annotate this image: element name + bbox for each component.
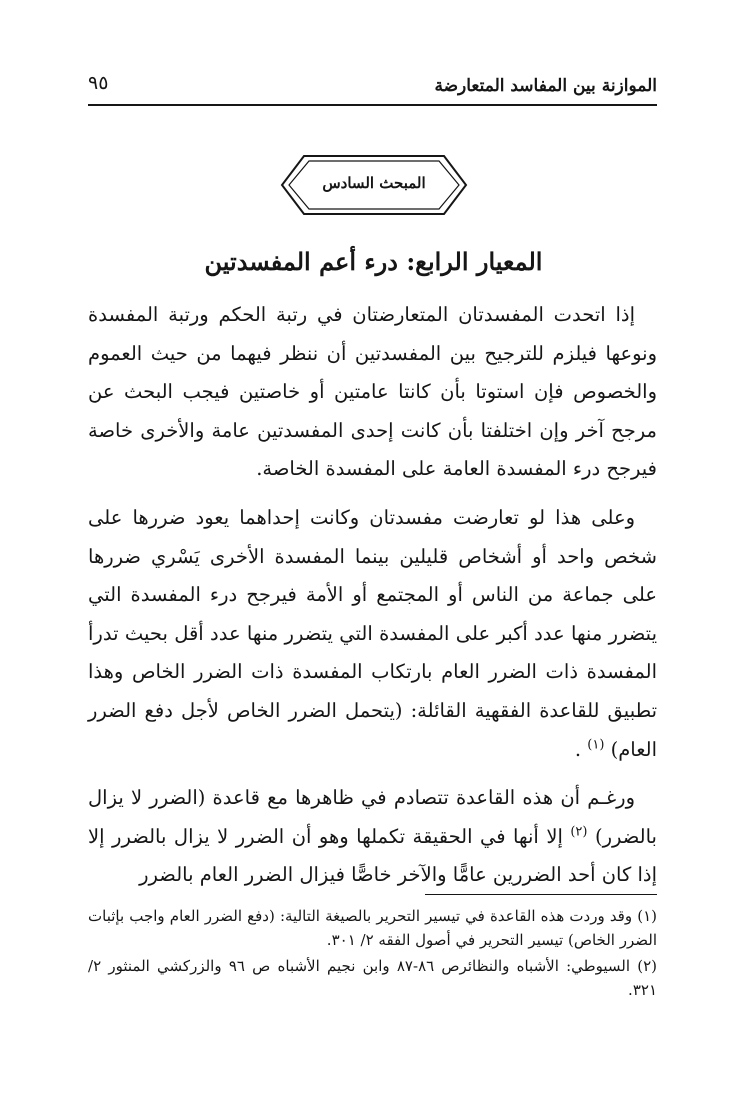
footnote-ref-2[interactable]: (٢)	[570, 824, 588, 840]
footnote-rule	[425, 894, 657, 895]
page-number: ٩٥	[88, 72, 109, 94]
header-rule	[88, 104, 657, 106]
paragraph-3-text-a: ورغـم أن هذه القاعدة تتصادم في ظاهرها مع قاعدة (الضرر لا يزال بالضرر)	[88, 786, 657, 848]
footnote-1: (١) وقد وردت هذه القاعدة في تيسير التحرير بالصيغة التالية: (دفع الضرر العام واجب بإثبات الضرر الخاص) تيسير التحرير في أصول الفقه ٢/ ٣٠١.	[88, 907, 657, 949]
paragraph-2	[88, 499, 657, 769]
section-label: المبحث السادس	[322, 174, 426, 192]
paragraph-2-end: .	[574, 737, 582, 761]
footnotes	[88, 904, 657, 1004]
paragraph-1: إذا اتحدت المفسدتان المتعارضتان في رتبة الحكم ورتبة المفسدة ونوعها فيلزم للترجيح بين المفسدتين أن ننظر فيهما من حيث العموم والخصوص فإن استوتا بأن كانتا عامتين أو خاصتين فيجب البحث عن مرجح آخر وإن اختلفتا بأن كانت إحدى المفسدتين عامة والأخرى خاصة فيرجح درء المفسدة العامة على المفسدة الخاصة.	[88, 303, 657, 481]
running-title: الموازنة بين المفاسد المتعارضة	[434, 76, 657, 96]
section-heading: المعيار الرابع: درء أعم المفسدتين	[204, 247, 543, 276]
paragraph-3	[88, 779, 657, 895]
paragraph-2-text: وعلى هذا لو تعارضت مفسدتان وكانت إحداهما يعود ضررها على شخص واحد أو أشخاص قليلين بينما المفسدة الأخرى يَسْري ضررها على جماعة من الناس أو المجتمع أو الأمة فيرجح درء المفسدة التي يتضرر منها عدد أكبر على المفسدة التي يتضرر منها عدد أقل بحيث تدرأ المفسدة ذات الضرر العام بارتكاب المفسدة ذات الضرر الخاص وهذا تطبيق للقاعدة الفقهية القائلة: (يتحمل الضرر الخاص لأجل دفع الضرر العام)	[88, 505, 657, 761]
section-banner	[278, 152, 470, 218]
paragraph-3-text-b: إلا أنها في الحقيقة تكملها وهو أن الضرر لا يزال بالضرر إلا إذا كان أحد الضررين عامًّا والآخر خاصًّا فيزال الضرر العام بالضرر	[88, 824, 657, 887]
body-text	[88, 296, 657, 905]
footnote-2: (٢) السيوطي: الأشباه والنظائرص ٨٦-٨٧ وابن نجيم الأشباه ص ٩٦ والزركشي المنثور ٢/ ٣٢١.	[88, 957, 657, 999]
footnote-ref-1[interactable]: (١)	[587, 737, 605, 753]
